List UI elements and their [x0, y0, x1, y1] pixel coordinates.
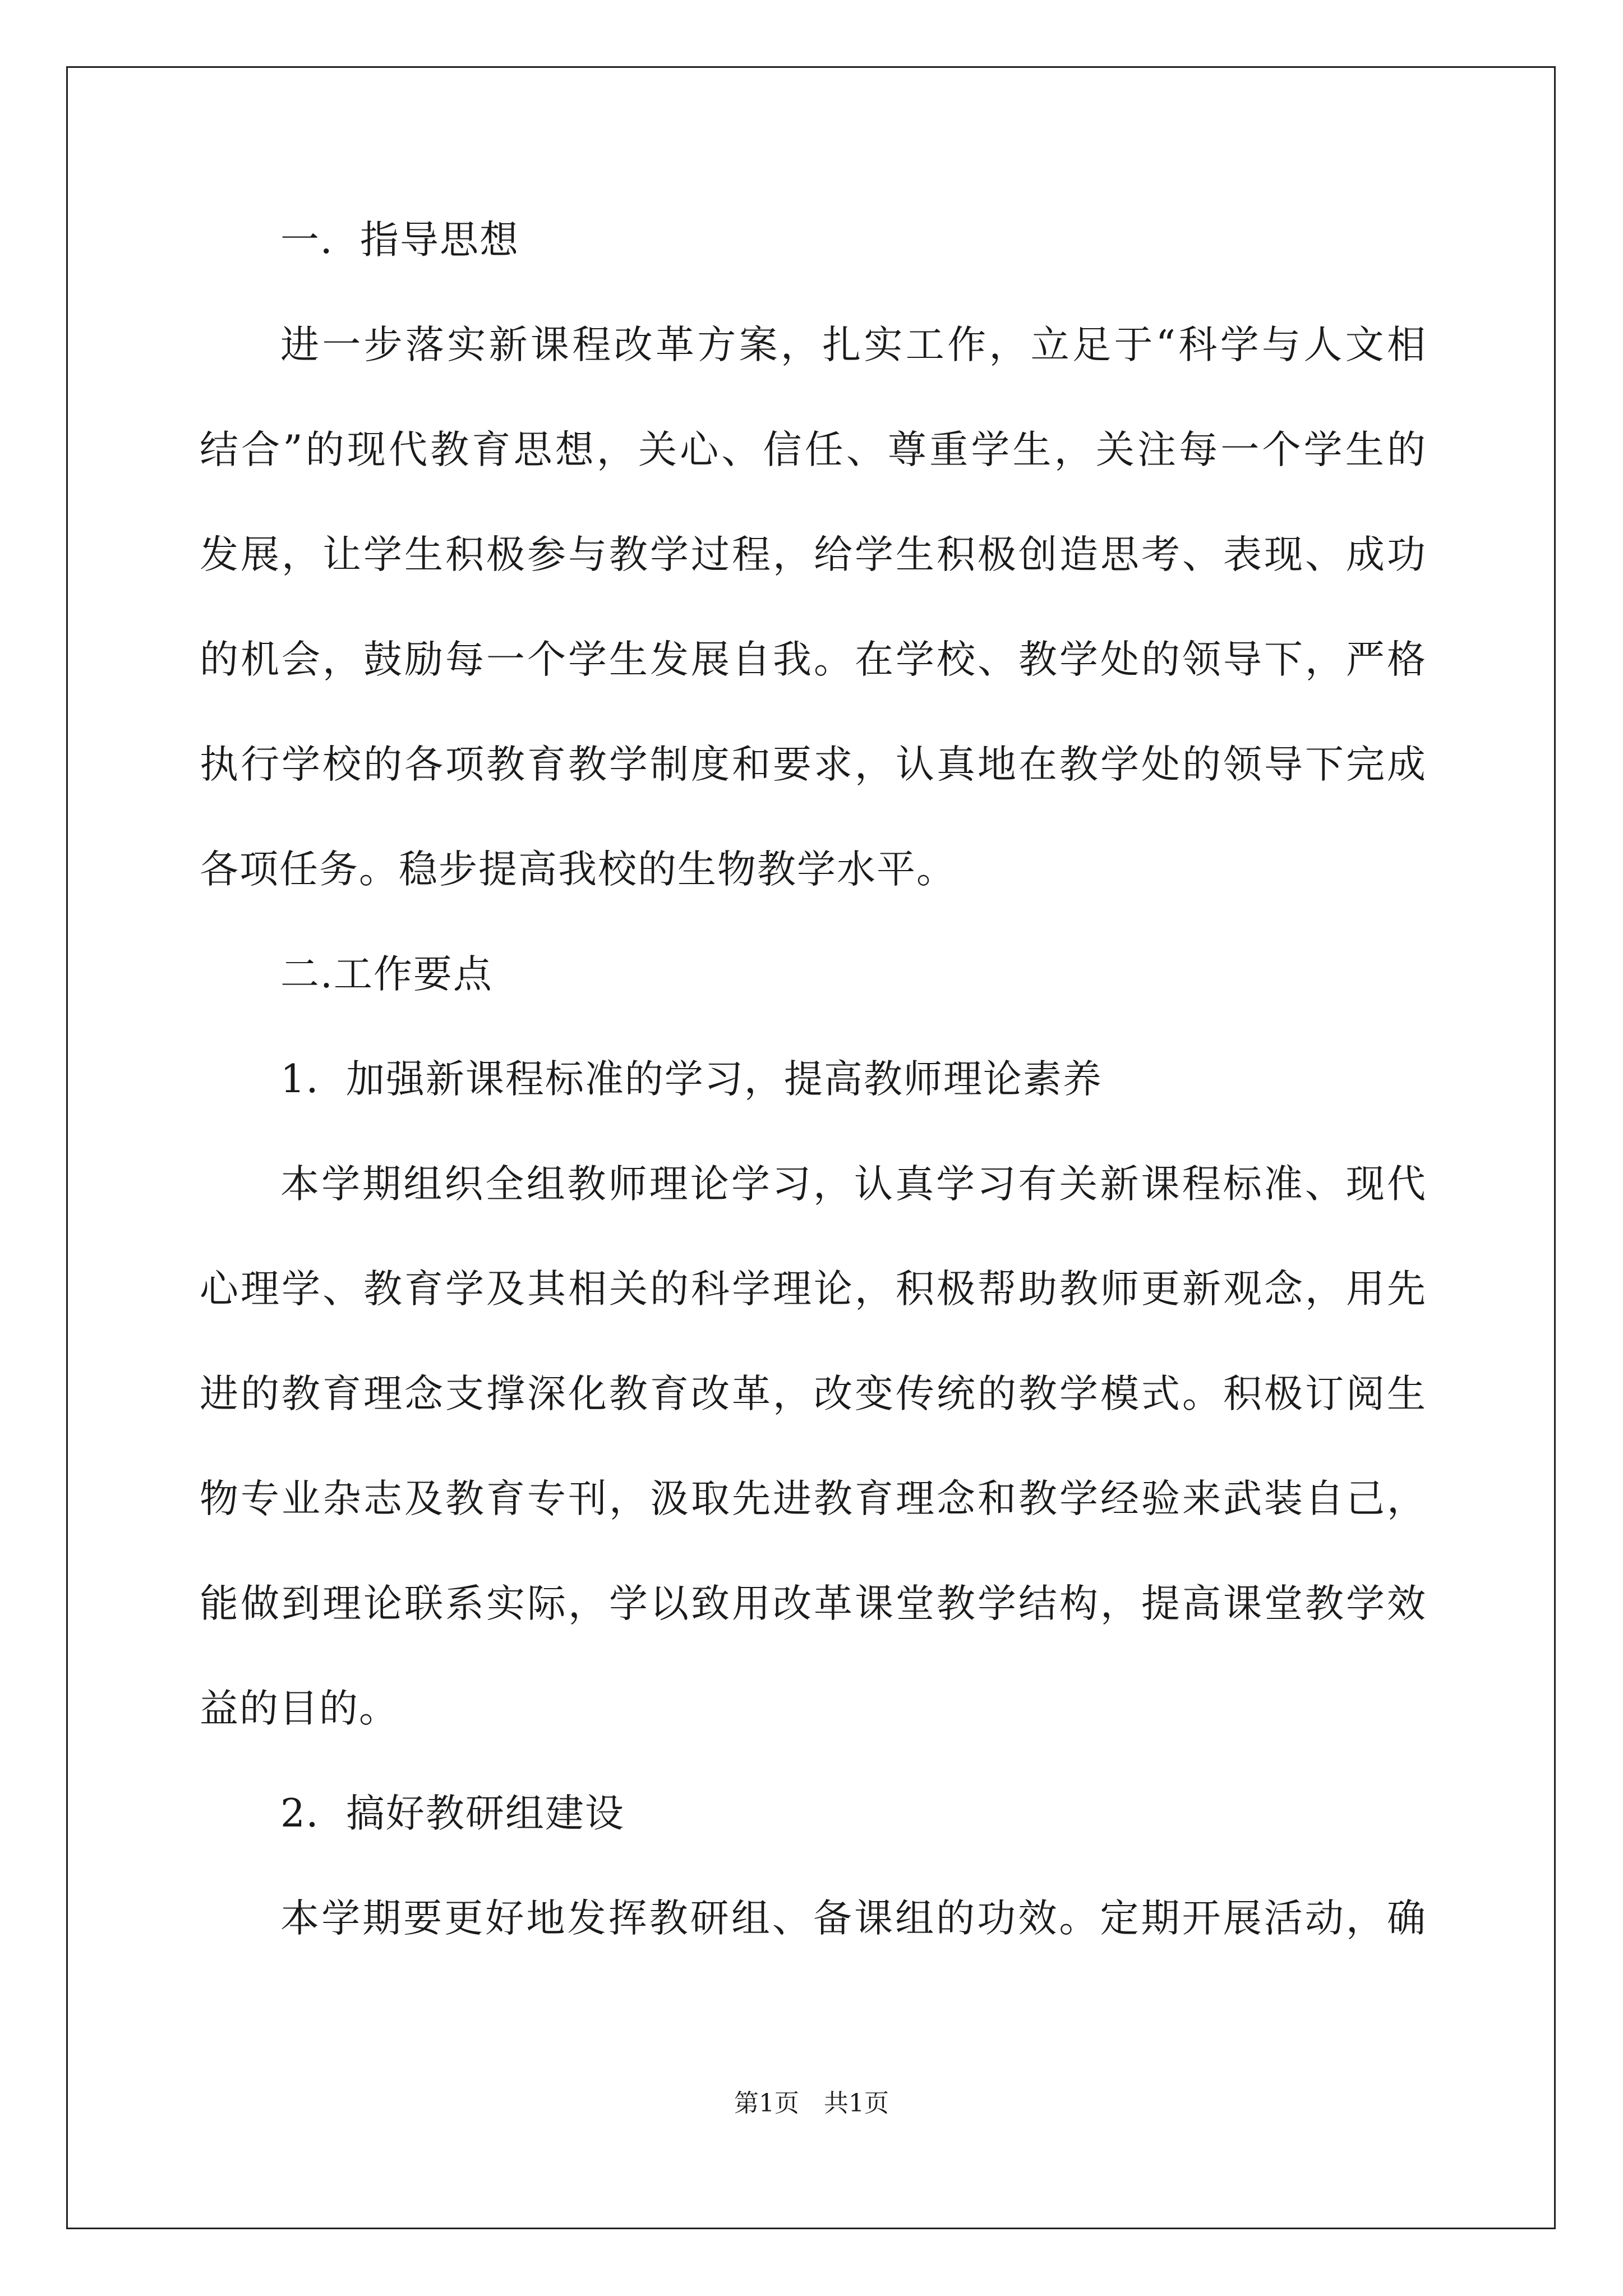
- paragraph-line: 进一步落实新课程改革方案，扎实工作，立足于“科学与人文相: [280, 323, 1427, 367]
- paragraph-line: 发展，让学生积极参与教学过程，给学生积极创造思考、表现、成功: [200, 532, 1427, 577]
- paragraph-line: 益的目的。: [200, 1686, 399, 1731]
- paragraph-line: 物专业杂志及教育专刊，汲取先进教育理念和教学经验来武装自己，: [200, 1476, 1427, 1521]
- paragraph-line: 本学期组织全组教师理论学习，认真学习有关新课程标准、现代: [280, 1162, 1427, 1207]
- section-heading: 一．指导思想: [280, 218, 519, 263]
- page-footer: 第1页 共1页: [734, 2089, 889, 2118]
- paragraph-line: 能做到理论联系实际，学以致用改革课堂教学结构，提高课堂教学效: [200, 1581, 1427, 1626]
- paragraph-line: 执行学校的各项教育教学制度和要求，认真地在教学处的领导下完成: [200, 742, 1427, 787]
- section-heading: 二.工作要点: [280, 952, 493, 997]
- subsection-heading: 1．加强新课程标准的学习，提高教师理论素养: [280, 1057, 1103, 1102]
- paragraph-line: 的机会，鼓励每一个学生发展自我。在学校、教学处的领导下，严格: [200, 637, 1427, 682]
- paragraph-line: 本学期要更好地发挥教研组、备课组的功效。定期开展活动，确: [280, 1896, 1427, 1941]
- subsection-heading: 2．搞好教研组建设: [280, 1791, 625, 1836]
- paragraph-line: 心理学、教育学及其相关的科学理论，积极帮助教师更新观念，用先: [200, 1267, 1427, 1312]
- paragraph-line: 结合”的现代教育思想，关心、信任、尊重学生，关注每一个学生的: [200, 427, 1427, 472]
- paragraph-line: 各项任务。稳步提高我校的生物教学水平。: [200, 847, 956, 892]
- document-body: [200, 213, 1427, 1996]
- paragraph-line: 进的教育理念支撑深化教育改革，改变传统的教学模式。积极订阅生: [200, 1372, 1427, 1416]
